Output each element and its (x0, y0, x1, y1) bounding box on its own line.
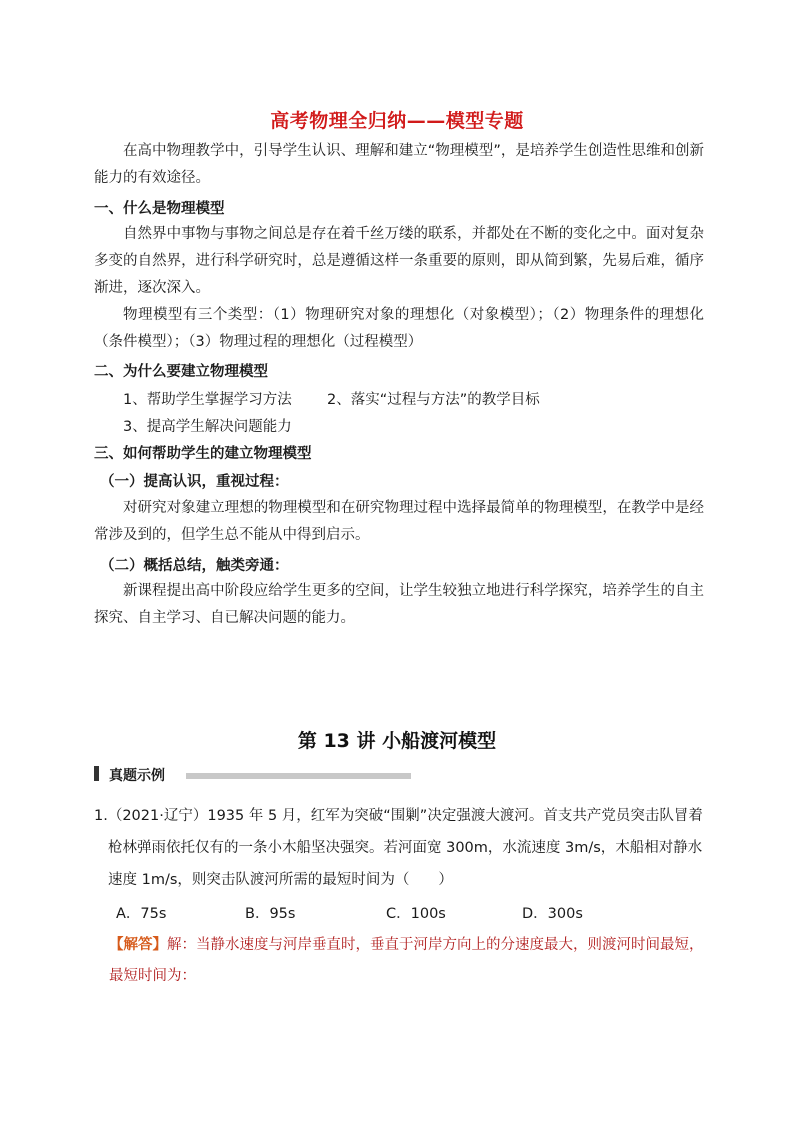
intro-paragraph: 在高中物理教学中，引导学生认识、理解和建立“物理模型”，是培养学生创造性思维和创新能力的有效途径。 (94, 143, 704, 186)
section3-heading: 三、如何帮助学生的建立物理模型 (94, 446, 312, 462)
lecture-title: 第 13 讲 小船渡河模型 (297, 730, 497, 752)
section1-paragraph1: 自然界中事物与事物之间总是存在着千丝万缕的联系，并都处在不断的变化之中。面对复杂多变的自然界，进行科学研究时，总是遵循这样一条重要的原则，即从简到繁，先易后难，循序渐进，逐次深入。 (94, 226, 704, 296)
section2-item2: 2、落实“过程与方法”的教学目标 (327, 392, 540, 408)
section3-subheading2: （二）概括总结，触类旁通： (100, 558, 289, 574)
section2-item1: 1、帮助学生掌握学习方法 (123, 392, 292, 408)
section-label: 真题示例 (109, 768, 165, 784)
question-text: 1.（2021·辽宁）1935 年 5 月，红军为突破“围剿”决定强渡大渡河。首支共产党员突击队冒着枪林弹雨依托仅有的一条小木船坚决强突。若河面宽 300m，水流速度 3m/s，木船相对静水速度 1m/s，则突击队渡河所需的最短时间为（ ） (94, 808, 703, 888)
option-d: D．300s (522, 906, 583, 922)
section-marker (94, 766, 99, 781)
section3-paragraph2: 新课程提出高中阶段应给学生更多的空间，让学生较独立地进行科学探究，培养学生的自主探究、自主学习、自已解决问题的能力。 (94, 583, 704, 626)
answer-text: 解：当静水速度与河岸垂直时，垂直于河岸方向上的分速度最大，则渡河时间最短，最短时间为： (109, 937, 704, 984)
option-a: A．75s (116, 906, 167, 922)
answer-tag: 【解答】 (109, 937, 167, 953)
section2-item3: 3、提高学生解决问题能力 (123, 419, 292, 435)
section-rule (186, 773, 411, 779)
document-title: 高考物理全归纳——模型专题 (270, 110, 524, 132)
option-c: C．100s (386, 906, 446, 922)
section3-paragraph1: 对研究对象建立理想的物理模型和在研究物理过程中选择最简单的物理模型，在教学中是经常涉及到的，但学生总不能从中得到启示。 (94, 500, 704, 543)
answer-block (109, 930, 709, 992)
option-b: B．95s (245, 906, 296, 922)
section2-heading: 二、为什么要建立物理模型 (94, 364, 268, 380)
section3-subheading1: （一）提高认识，重视过程： (100, 474, 289, 490)
section1-paragraph2: 物理模型有三个类型：（1）物理研究对象的理想化（对象模型）；（2）物理条件的理想化（条件模型）；（3）物理过程的理想化（过程模型） (94, 307, 704, 350)
section1-heading: 一、什么是物理模型 (94, 201, 225, 217)
